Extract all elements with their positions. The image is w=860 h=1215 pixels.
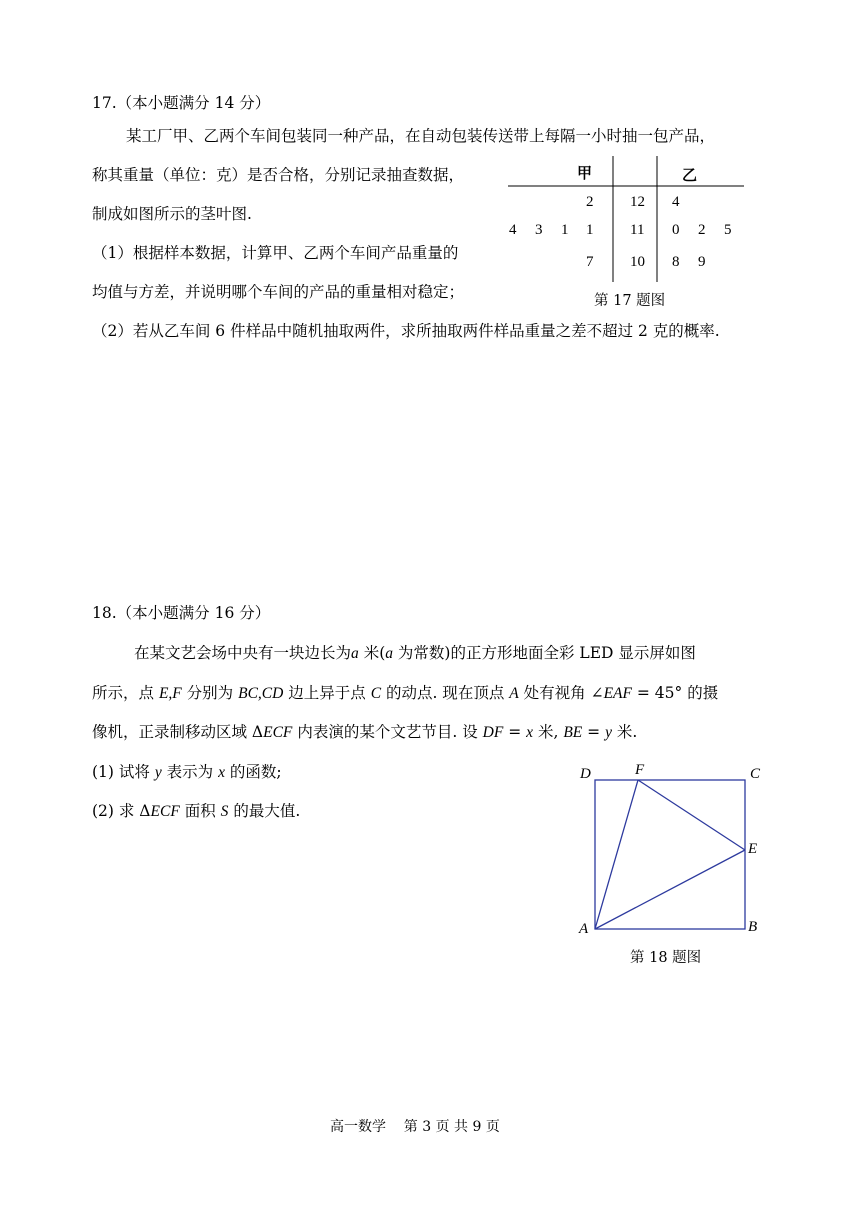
vertex-label-d: D [580, 766, 591, 782]
square-abcd [595, 780, 745, 929]
segment-af [595, 780, 638, 929]
stem-leaf-right-leaf: 4 [672, 194, 680, 210]
segment-fe [638, 780, 745, 850]
stem-leaf-right-leaf: 8 [672, 254, 680, 270]
stem-leaf-left-leaf: 7 [586, 254, 594, 270]
q18-subquestion-2: (2) 求 ΔECF 面积 S 的最大值. [92, 802, 301, 820]
stem-leaf-right-leaf: 2 [698, 222, 706, 238]
stem-leaf-right-leaf: 9 [698, 254, 706, 270]
stem-leaf-stem: 10 [630, 254, 645, 270]
q17-text-line2: 称其重量（单位：克）是否合格，分别记录抽查数据， [92, 166, 465, 184]
stem-leaf-header-yi: 乙 [682, 166, 698, 184]
q18-header: 18.（本小题满分 16 分） [92, 604, 271, 622]
stem-leaf-right-leaf: 5 [724, 222, 732, 238]
vertex-label-a: A [579, 921, 589, 937]
stem-leaf-stem: 12 [630, 194, 645, 210]
q17-text-line1: 某工厂甲、乙两个车间包装同一种产品，在自动包装传送带上每隔一小时抽一包产品， [126, 127, 716, 145]
stem-leaf-right-leaf: 0 [672, 222, 680, 238]
stem-leaf-header-jia: 甲 [577, 164, 593, 182]
q17-part1-line1: （1）根据样本数据，计算甲、乙两个车间产品重量的 [92, 244, 459, 262]
stem-leaf-stem: 11 [630, 222, 645, 238]
stem-leaf-left-leaf: 2 [586, 194, 594, 210]
q18-text-line1: 在某文艺会场中央有一块边长为a 米(a 为常数)的正方形地面全彩 LED 显示屏如图 [134, 644, 696, 662]
stem-leaf-left-leaf: 3 [535, 222, 543, 238]
stem-leaf-caption: 第 17 题图 [594, 293, 666, 309]
vertex-label-c: C [750, 766, 761, 782]
vertex-label-b: B [748, 919, 758, 935]
q17-part1-line2: 均值与方差，并说明哪个车间的产品的重量相对稳定； [92, 283, 465, 301]
segment-ae [595, 850, 745, 929]
q18-subquestion-1: (1) 试将 y 表示为 x 的函数; [92, 763, 282, 781]
q17-text-line3: 制成如图所示的茎叶图. [92, 205, 252, 223]
vertex-label-f: F [635, 762, 645, 778]
square-figure-caption: 第 18 题图 [630, 950, 702, 966]
stem-leaf-left-leaf: 4 [509, 222, 517, 238]
stem-leaf-left-leaf: 1 [561, 222, 569, 238]
q18-text-line3: 像机，正录制移动区域 ΔECF 内表演的某个文艺节目. 设 DF = x 米, BE = y 米. [92, 723, 638, 741]
square-figure-lines [570, 760, 770, 945]
vertex-label-e: E [748, 841, 758, 857]
q17-header: 17.（本小题满分 14 分） [92, 94, 271, 112]
q17-part2: （2）若从乙车间 6 件样品中随机抽取两件，求所抽取两件样品重量之差不超过 2 克的概率. [92, 322, 720, 340]
q18-text-line2: 所示，点 E,F 分别为 BC,CD 边上异于点 C 的动点. 现在顶点 A 处有视角 ∠EAF = 45° 的摄 [92, 684, 719, 702]
page-footer: 高一数学 第 3 页 共 9 页 [330, 1119, 500, 1135]
stem-leaf-left-leaf: 1 [586, 222, 594, 238]
